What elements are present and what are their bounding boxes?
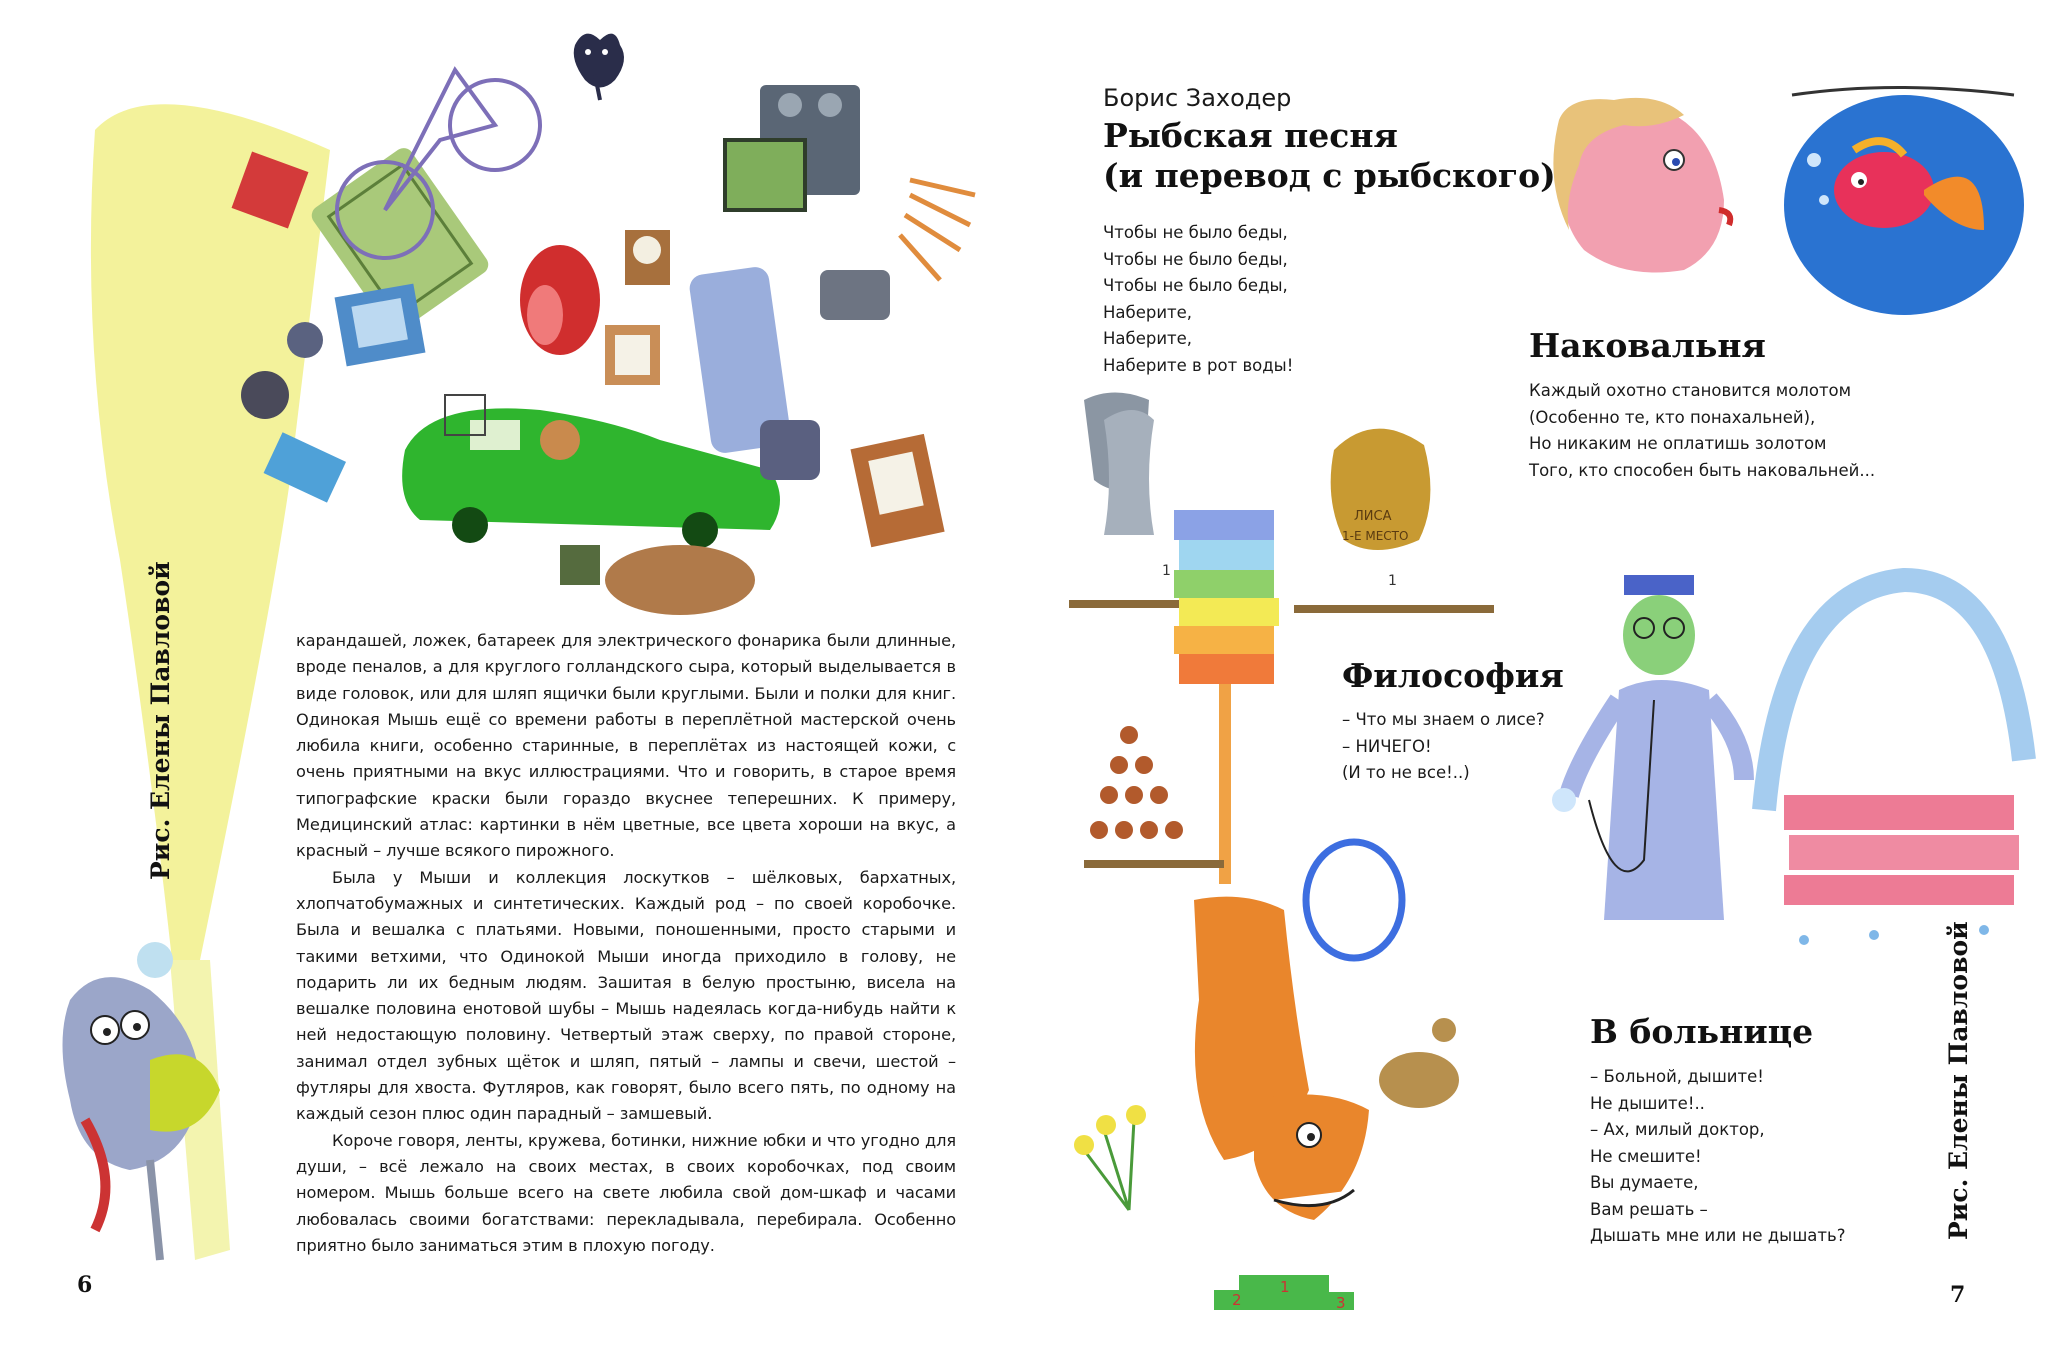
poem-line: Дышать мне или не дышать? — [1590, 1226, 1846, 1245]
poem1-title-line2: (и перевод с рыбского) — [1103, 156, 1556, 195]
poem3-title: Философия — [1342, 656, 1564, 695]
poem-line: Не смешите! — [1590, 1146, 1702, 1166]
trophy-number: 1 — [1388, 573, 1397, 589]
dog — [540, 420, 580, 460]
page-number-left: 6 — [77, 1272, 93, 1298]
trophy-number: 1 — [1162, 563, 1171, 579]
poem4-title: В больнице — [1590, 1012, 1814, 1051]
poem-line: Наберите, — [1103, 329, 1193, 348]
right-page-number-labels — [1024, 0, 2048, 1350]
poem1-title-line1: Рыбская песня — [1103, 116, 1398, 155]
poem-line: Вы думаете, — [1590, 1173, 1699, 1192]
page-number-right: 7 — [1950, 1282, 1966, 1308]
poem-line: (И то не все!..) — [1342, 763, 1470, 782]
paragraph: карандашей, ложек, батареек для электрического фонарика были длинные, вроде пеналов, а для круглого голландского сыра, который выделывается в виде головок, или для шляп ящички были круглыми. Были и полки для книг. Одинокая Мышь ещё со времени работы в переплётной мастерской очень любила книги, особенно старинные, в переплётах из настоящей кожи, с очень приятными на вкус иллюстрациями. Что и говорить, в старое время типографские краски были гораздо вкуснее теперешних. К примеру, Медицинский атлас: картинки в нём цветные, все цвета хороши на вкус, а красный – лучше всякого пирожного. — [296, 631, 956, 861]
poem-line: Чтобы не было беды, — [1103, 249, 1288, 269]
illustration-credit-right: Рис. Елены Павловой — [1944, 921, 1973, 1240]
poem-line: Наберите, — [1103, 302, 1193, 322]
poem-line: Того, кто способен быть наковальней... — [1529, 460, 1876, 480]
poem-line: Каждый охотно становится молотом — [1529, 381, 1852, 400]
story-text — [296, 628, 956, 1259]
paragraph: Была у Мыши и коллекция лоскутков – шёлковых, бархатных, хлопчатобумажных и синтетических. Каждый род – по своей коробочке. Была и вешалка с платьями. Новыми, поношенными, просто старыми и такими ветхими, что Одинокой Мыши иногда приходило в голову, не подарить ли их бедным людям. Зашитая в белую простыню, висела на вешалке половина енотовой шубы – Мышь надеялась когда-нибудь найти к ней недостающую половину. Четвертый этаж сверху, по правой стороне, занимал отдел зубных щёток и шляп, пятый – лампы и свечи, шестой – футляры для хвоста. Футляров, как говорят, было всего пять, по одному на каждый сезон плюс один парадный – замшевый. — [296, 867, 956, 1124]
poem-line: – Что мы знаем о лисе? — [1342, 710, 1545, 729]
poem-line: Чтобы не было беды, — [1103, 276, 1288, 295]
podium-number: 1 — [1280, 1278, 1290, 1296]
poem-line: Но никаким не оплатишь золотом — [1529, 434, 1827, 453]
trophy-label-lisa: ЛИСА — [1354, 509, 1392, 524]
poem-line: – Ах, милый доктор, — [1590, 1120, 1765, 1139]
poem-line: – Больной, дышите! — [1590, 1067, 1764, 1086]
cat — [574, 34, 624, 88]
poem-line: Наберите в рот воды! — [1103, 355, 1294, 375]
poem-line: (Особенно те, кто понахальней), — [1529, 407, 1816, 427]
illustration-credit-left: Рис. Елены Павловой — [146, 561, 175, 880]
poem2-title: Наковальня — [1529, 326, 1766, 365]
podium-number: 2 — [1232, 1291, 1242, 1309]
poem-line: Вам решать – — [1590, 1199, 1708, 1219]
poem-line: – НИЧЕГО! — [1342, 736, 1432, 756]
paragraph: Короче говоря, ленты, кружева, ботинки, нижние юбки и что угодно для души, – всё лежало на своих местах, в своих коробочках, под своим номером. Мышь больше всего на свете любила свой дом-шкаф и часами любовалась своими богатствами: перекладывала, перебирала. Особенно приятно было заниматься этим в плохую погоду. — [296, 1130, 956, 1255]
bag — [560, 545, 600, 585]
trophy-label-place: 1-Е МЕСТО — [1342, 529, 1409, 543]
pot — [241, 371, 289, 419]
poem-line: Не дышите!.. — [1590, 1093, 1705, 1113]
bread — [605, 545, 755, 615]
light-beam — [91, 104, 330, 960]
poem-line: Чтобы не было беды, — [1103, 223, 1288, 242]
object-pile — [232, 34, 975, 615]
author-name: Борис Заходер — [1103, 84, 1292, 112]
podium-number: 3 — [1336, 1294, 1346, 1312]
